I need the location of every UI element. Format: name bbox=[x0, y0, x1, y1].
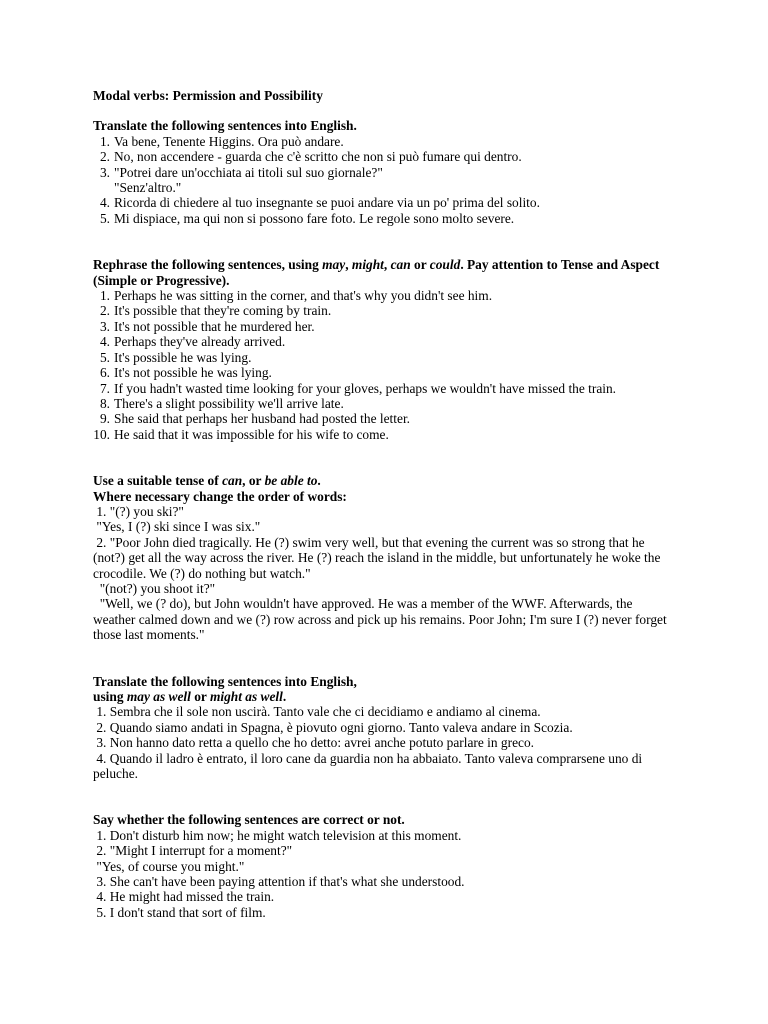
section-4-heading: Translate the following sentences into English, bbox=[93, 673, 357, 689]
section-5-heading: Say whether the following sentences are correct or not. bbox=[93, 812, 405, 828]
text-line: 3. She can't have been paying attention if that's what she understood. bbox=[93, 874, 465, 890]
section-correct-or-not bbox=[93, 812, 668, 920]
document-page bbox=[93, 88, 671, 920]
document-title: Modal verbs: Permission and Possibility bbox=[93, 88, 323, 103]
list-item: 9. She said that perhaps her husband had posted the letter. bbox=[99, 411, 411, 427]
section-rephrase bbox=[93, 257, 668, 442]
text-line: 3. Non hanno dato retta a quello che ho detto: avrei anche potuto parlare in greco. bbox=[93, 735, 534, 751]
list-item: 2. It's possible that they're coming by train. bbox=[99, 303, 332, 319]
text-line: 1. Sembra che il sole non uscirà. Tanto vale che ci decidiamo e andiamo al cinema. bbox=[93, 704, 541, 720]
text-line: "(not?) you shoot it?" bbox=[93, 580, 216, 596]
list-item: 1. Va bene, Tenente Higgins. Ora può andare. bbox=[99, 133, 344, 149]
list-item: 6. It's not possible he was lying. bbox=[99, 365, 272, 381]
text-line: "Well, we (? do), but John wouldn't have approved. He was a member of the WWF. Afterwards, the weather calmed down and we (?) row across and pick up his remains. Poor John; I'm sure I (?) never forget those last moments." bbox=[93, 596, 671, 643]
list-item: 4. Ricorda di chiedere al tuo insegnante se puoi andare via un po' prima del solito. bbox=[99, 195, 540, 211]
text-line: 2. "Might I interrupt for a moment?" bbox=[93, 843, 293, 859]
section-3-subheading: Where necessary change the order of words: bbox=[93, 488, 347, 504]
text-line: 1. Don't disturb him now; he might watch television at this moment. bbox=[93, 827, 462, 843]
list-item: 8. There's a slight possibility we'll arrive late. bbox=[99, 395, 344, 411]
section-2-heading: Rephrase the following sentences, using may, might, can or could. Pay attention to Tense and Aspect (Simple or Progressive). bbox=[93, 257, 660, 288]
list-item: 7. If you hadn't wasted time looking for your gloves, perhaps we wouldn't have missed the train. bbox=[99, 380, 617, 396]
list-item: 5. Mi dispiace, ma qui non si possono fare foto. Le regole sono molto severe. bbox=[99, 210, 515, 226]
text-line: 2. Quando siamo andati in Spagna, è piovuto ogni giorno. Tanto valeva andare in Scozia. bbox=[93, 719, 573, 735]
section-1-heading: Translate the following sentences into English. bbox=[93, 118, 357, 134]
list-item: "Senz'altro." bbox=[114, 180, 182, 196]
list-item: 3. "Potrei dare un'occhiata ai titoli sul suo giornale?" bbox=[99, 164, 383, 180]
text-line: "Yes, I (?) ski since I was six." bbox=[93, 519, 261, 535]
section-translate-1 bbox=[93, 118, 668, 226]
list-item: 5. It's possible he was lying. bbox=[99, 349, 252, 365]
text-line: 4. Quando il ladro è entrato, il loro cane da guardia non ha abbaiato. Tanto valeva comprarsene uno di peluche. bbox=[93, 750, 646, 782]
text-line: 2. "Poor John died tragically. He (?) swim very well, but that evening the current was so strong that he (not?) get all the way across the river. He (?) reach the island in the middle, but unfortunately he woke the crocodile. We (?) do nothing but watch." bbox=[93, 534, 664, 581]
list-item: 1. Perhaps he was sitting in the corner, and that's why you didn't see him. bbox=[99, 288, 493, 304]
section-4-subheading: using may as well or might as well. bbox=[93, 689, 287, 704]
list-item: 10. He said that it was impossible for his wife to come. bbox=[93, 426, 389, 442]
section-3-heading: Use a suitable tense of can, or be able to. bbox=[93, 473, 321, 489]
text-line: "Yes, of course you might." bbox=[93, 858, 245, 874]
section-can-be-able-to bbox=[93, 473, 671, 643]
list-item: 3. It's not possible that he murdered her. bbox=[99, 318, 315, 334]
text-line: 1. "(?) you ski?" bbox=[93, 503, 184, 519]
list-item: 4. Perhaps they've already arrived. bbox=[99, 334, 286, 350]
text-line: 4. He might had missed the train. bbox=[93, 889, 275, 905]
list-item: 2. No, non accendere - guarda che c'è scritto che non si può fumare qui dentro. bbox=[99, 149, 522, 165]
text-line: 5. I don't stand that sort of film. bbox=[93, 904, 266, 920]
section-may-as-well bbox=[93, 674, 668, 782]
